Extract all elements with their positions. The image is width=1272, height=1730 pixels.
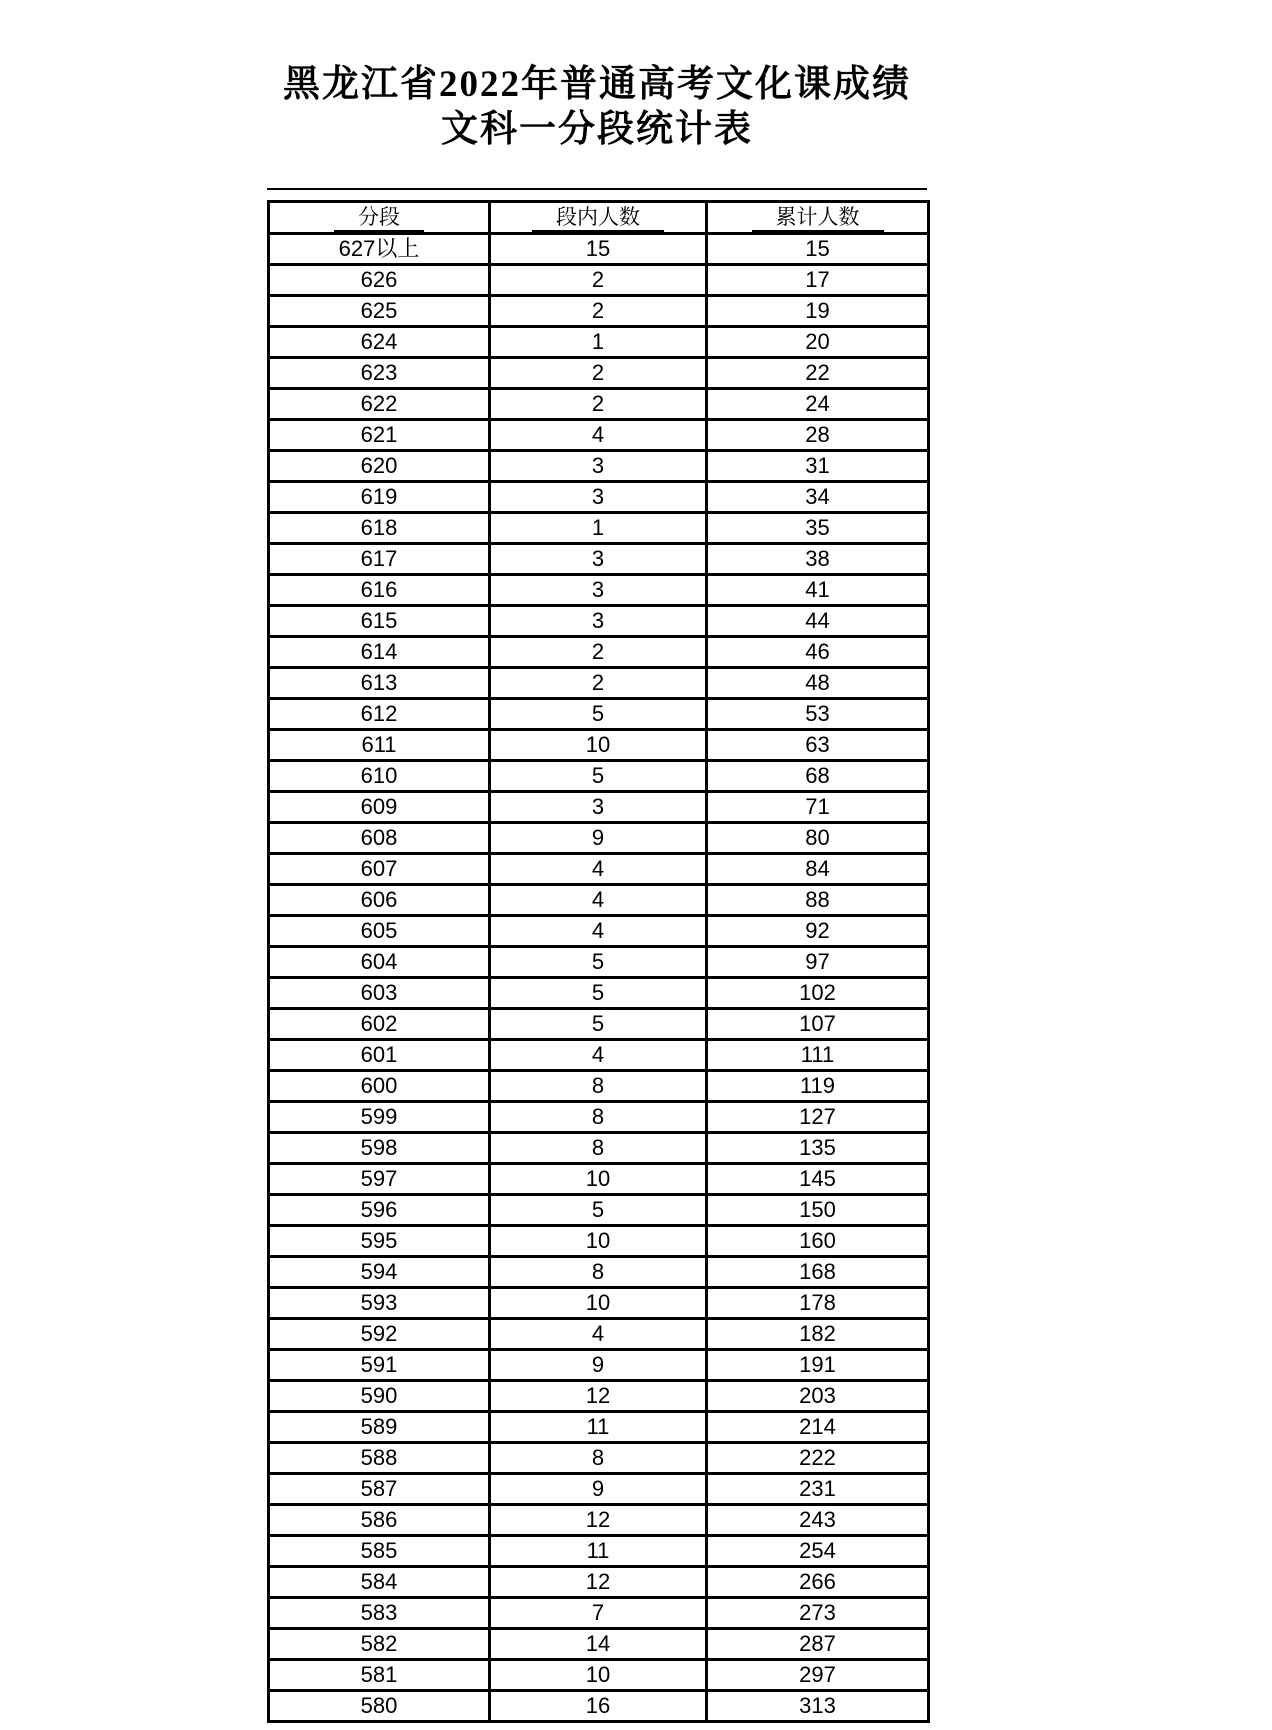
table-row (269, 1598, 929, 1629)
table-row (269, 606, 929, 637)
segment-cell: 600 (269, 1071, 490, 1102)
segment-cell: 607 (269, 854, 490, 885)
cumulative-count-cell: 19 (707, 296, 929, 327)
table-row (269, 761, 929, 792)
segment-count-cell: 10 (490, 730, 707, 761)
table-row (269, 947, 929, 978)
table-row (269, 699, 929, 730)
table-row (269, 1381, 929, 1412)
segment-cell: 586 (269, 1505, 490, 1536)
cumulative-count-cell: 150 (707, 1195, 929, 1226)
segment-count-cell: 9 (490, 823, 707, 854)
segment-count-cell: 5 (490, 699, 707, 730)
segment-cell: 618 (269, 513, 490, 544)
cumulative-count-cell: 168 (707, 1257, 929, 1288)
cumulative-count-cell: 15 (707, 234, 929, 265)
segment-cell: 627以上 (269, 234, 490, 265)
segment-count-cell: 2 (490, 296, 707, 327)
cumulative-count-cell: 182 (707, 1319, 929, 1350)
segment-cell: 592 (269, 1319, 490, 1350)
table-row (269, 296, 929, 327)
cumulative-count-cell: 191 (707, 1350, 929, 1381)
segment-count-cell: 10 (490, 1226, 707, 1257)
header-cell-segment (269, 202, 490, 234)
segment-count-cell: 2 (490, 265, 707, 296)
cumulative-count-cell: 107 (707, 1009, 929, 1040)
table-row (269, 1288, 929, 1319)
cumulative-count-cell: 80 (707, 823, 929, 854)
segment-cell: 617 (269, 544, 490, 575)
table-row (269, 234, 929, 265)
table-row (269, 792, 929, 823)
cumulative-count-cell: 20 (707, 327, 929, 358)
cumulative-count-cell: 28 (707, 420, 929, 451)
table-row (269, 1195, 929, 1226)
table-row (269, 668, 929, 699)
segment-cell: 580 (269, 1691, 490, 1722)
segment-count-cell: 10 (490, 1288, 707, 1319)
segment-count-cell: 1 (490, 513, 707, 544)
segment-cell: 624 (269, 327, 490, 358)
cumulative-count-cell: 22 (707, 358, 929, 389)
segment-cell: 605 (269, 916, 490, 947)
segment-count-cell: 10 (490, 1164, 707, 1195)
cumulative-count-cell: 203 (707, 1381, 929, 1412)
segment-cell: 626 (269, 265, 490, 296)
segment-cell: 594 (269, 1257, 490, 1288)
segment-count-cell: 14 (490, 1629, 707, 1660)
segment-count-cell: 11 (490, 1536, 707, 1567)
cumulative-count-cell: 24 (707, 389, 929, 420)
segment-count-cell: 4 (490, 885, 707, 916)
score-table (267, 200, 930, 1723)
table-row (269, 1164, 929, 1195)
segment-count-cell: 4 (490, 1040, 707, 1071)
segment-count-cell: 8 (490, 1133, 707, 1164)
segment-count-cell: 5 (490, 947, 707, 978)
table-row (269, 1350, 929, 1381)
segment-count-cell: 4 (490, 854, 707, 885)
segment-count-cell: 8 (490, 1443, 707, 1474)
table-row (269, 1505, 929, 1536)
table-row (269, 1009, 929, 1040)
segment-cell: 614 (269, 637, 490, 668)
segment-cell: 613 (269, 668, 490, 699)
segment-count-cell: 3 (490, 606, 707, 637)
segment-count-cell: 3 (490, 575, 707, 606)
table-row (269, 854, 929, 885)
table-row (269, 1040, 929, 1071)
segment-cell: 616 (269, 575, 490, 606)
segment-cell: 609 (269, 792, 490, 823)
cumulative-count-cell: 92 (707, 916, 929, 947)
cumulative-count-cell: 313 (707, 1691, 929, 1722)
segment-cell: 623 (269, 358, 490, 389)
cumulative-count-cell: 38 (707, 544, 929, 575)
table-row (269, 1660, 929, 1691)
segment-count-cell: 9 (490, 1474, 707, 1505)
table-row (269, 823, 929, 854)
segment-cell: 590 (269, 1381, 490, 1412)
score-table-wrap (267, 188, 927, 1723)
segment-cell: 612 (269, 699, 490, 730)
table-row (269, 482, 929, 513)
segment-cell: 625 (269, 296, 490, 327)
segment-count-cell: 5 (490, 1195, 707, 1226)
table-row (269, 885, 929, 916)
cumulative-count-cell: 254 (707, 1536, 929, 1567)
cumulative-count-cell: 35 (707, 513, 929, 544)
segment-count-cell: 16 (490, 1691, 707, 1722)
segment-cell: 581 (269, 1660, 490, 1691)
table-row (269, 389, 929, 420)
segment-count-cell: 2 (490, 668, 707, 699)
segment-cell: 611 (269, 730, 490, 761)
table-row (269, 978, 929, 1009)
table-row (269, 730, 929, 761)
segment-cell: 604 (269, 947, 490, 978)
table-row (269, 265, 929, 296)
cumulative-count-cell: 97 (707, 947, 929, 978)
segment-count-cell: 4 (490, 420, 707, 451)
table-row (269, 1071, 929, 1102)
table-row (269, 1691, 929, 1722)
table-row (269, 1319, 929, 1350)
segment-count-cell: 4 (490, 1319, 707, 1350)
segment-cell: 597 (269, 1164, 490, 1195)
cumulative-count-cell: 68 (707, 761, 929, 792)
cumulative-count-cell: 243 (707, 1505, 929, 1536)
segment-count-cell: 2 (490, 389, 707, 420)
segment-cell: 603 (269, 978, 490, 1009)
table-row (269, 1629, 929, 1660)
segment-cell: 608 (269, 823, 490, 854)
cumulative-count-cell: 71 (707, 792, 929, 823)
segment-cell: 596 (269, 1195, 490, 1226)
cumulative-count-cell: 231 (707, 1474, 929, 1505)
segment-count-cell: 3 (490, 792, 707, 823)
cumulative-count-cell: 41 (707, 575, 929, 606)
table-row (269, 637, 929, 668)
segment-count-cell: 8 (490, 1071, 707, 1102)
segment-count-cell: 10 (490, 1660, 707, 1691)
cumulative-count-cell: 266 (707, 1567, 929, 1598)
cumulative-count-cell: 48 (707, 668, 929, 699)
segment-cell: 587 (269, 1474, 490, 1505)
cumulative-count-cell: 287 (707, 1629, 929, 1660)
segment-count-cell: 7 (490, 1598, 707, 1629)
table-row (269, 916, 929, 947)
table-row (269, 575, 929, 606)
cumulative-count-cell: 160 (707, 1226, 929, 1257)
segment-count-cell: 9 (490, 1350, 707, 1381)
segment-count-cell: 12 (490, 1381, 707, 1412)
cumulative-count-cell: 88 (707, 885, 929, 916)
table-row (269, 544, 929, 575)
table-header-row (269, 202, 929, 234)
segment-count-cell: 5 (490, 978, 707, 1009)
segment-cell: 619 (269, 482, 490, 513)
segment-cell: 584 (269, 1567, 490, 1598)
cumulative-count-cell: 178 (707, 1288, 929, 1319)
document-title (267, 62, 927, 152)
title-line-1: 黑龙江省2022年普通高考文化课成绩 (283, 64, 911, 105)
segment-cell: 583 (269, 1598, 490, 1629)
segment-cell: 602 (269, 1009, 490, 1040)
segment-cell: 595 (269, 1226, 490, 1257)
segment-cell: 582 (269, 1629, 490, 1660)
cumulative-count-cell: 135 (707, 1133, 929, 1164)
cumulative-count-cell: 44 (707, 606, 929, 637)
segment-count-cell: 12 (490, 1567, 707, 1598)
cumulative-count-cell: 63 (707, 730, 929, 761)
cumulative-count-cell: 111 (707, 1040, 929, 1071)
segment-cell: 622 (269, 389, 490, 420)
table-row (269, 1226, 929, 1257)
segment-count-cell: 2 (490, 358, 707, 389)
segment-count-cell: 8 (490, 1257, 707, 1288)
segment-cell: 610 (269, 761, 490, 792)
cumulative-count-cell: 297 (707, 1660, 929, 1691)
table-row (269, 1536, 929, 1567)
cumulative-count-cell: 31 (707, 451, 929, 482)
header-cell-cumulative-count (707, 202, 929, 234)
table-top-rule (267, 188, 927, 190)
table-row (269, 327, 929, 358)
segment-cell: 589 (269, 1412, 490, 1443)
score-table-body (269, 234, 929, 1722)
segment-cell: 585 (269, 1536, 490, 1567)
header-cell-segment-count (490, 202, 707, 234)
cumulative-count-cell: 46 (707, 637, 929, 668)
cumulative-count-cell: 145 (707, 1164, 929, 1195)
segment-count-cell: 15 (490, 234, 707, 265)
header-segment-count-label: 段内人数 (532, 205, 664, 232)
table-row (269, 451, 929, 482)
segment-cell: 593 (269, 1288, 490, 1319)
cumulative-count-cell: 214 (707, 1412, 929, 1443)
cumulative-count-cell: 273 (707, 1598, 929, 1629)
table-row (269, 1443, 929, 1474)
cumulative-count-cell: 127 (707, 1102, 929, 1133)
cumulative-count-cell: 119 (707, 1071, 929, 1102)
table-row (269, 1474, 929, 1505)
table-row (269, 1412, 929, 1443)
segment-cell: 599 (269, 1102, 490, 1133)
table-row (269, 1257, 929, 1288)
table-row (269, 1102, 929, 1133)
segment-cell: 588 (269, 1443, 490, 1474)
segment-count-cell: 4 (490, 916, 707, 947)
segment-count-cell: 3 (490, 482, 707, 513)
table-row (269, 358, 929, 389)
segment-count-cell: 1 (490, 327, 707, 358)
segment-count-cell: 12 (490, 1505, 707, 1536)
segment-count-cell: 3 (490, 451, 707, 482)
cumulative-count-cell: 53 (707, 699, 929, 730)
segment-cell: 615 (269, 606, 490, 637)
segment-cell: 591 (269, 1350, 490, 1381)
segment-cell: 598 (269, 1133, 490, 1164)
header-segment-label: 分段 (334, 205, 424, 232)
segment-cell: 620 (269, 451, 490, 482)
table-row (269, 513, 929, 544)
cumulative-count-cell: 222 (707, 1443, 929, 1474)
segment-cell: 606 (269, 885, 490, 916)
table-row (269, 1567, 929, 1598)
segment-count-cell: 5 (490, 761, 707, 792)
segment-cell: 621 (269, 420, 490, 451)
segment-count-cell: 11 (490, 1412, 707, 1443)
cumulative-count-cell: 17 (707, 265, 929, 296)
title-line-2: 文科一分段统计表 (441, 109, 753, 150)
table-row (269, 1133, 929, 1164)
header-cumulative-count-label: 累计人数 (752, 205, 884, 232)
segment-count-cell: 2 (490, 637, 707, 668)
segment-count-cell: 5 (490, 1009, 707, 1040)
segment-count-cell: 3 (490, 544, 707, 575)
cumulative-count-cell: 84 (707, 854, 929, 885)
segment-count-cell: 8 (490, 1102, 707, 1133)
segment-cell: 601 (269, 1040, 490, 1071)
cumulative-count-cell: 34 (707, 482, 929, 513)
cumulative-count-cell: 102 (707, 978, 929, 1009)
table-row (269, 420, 929, 451)
